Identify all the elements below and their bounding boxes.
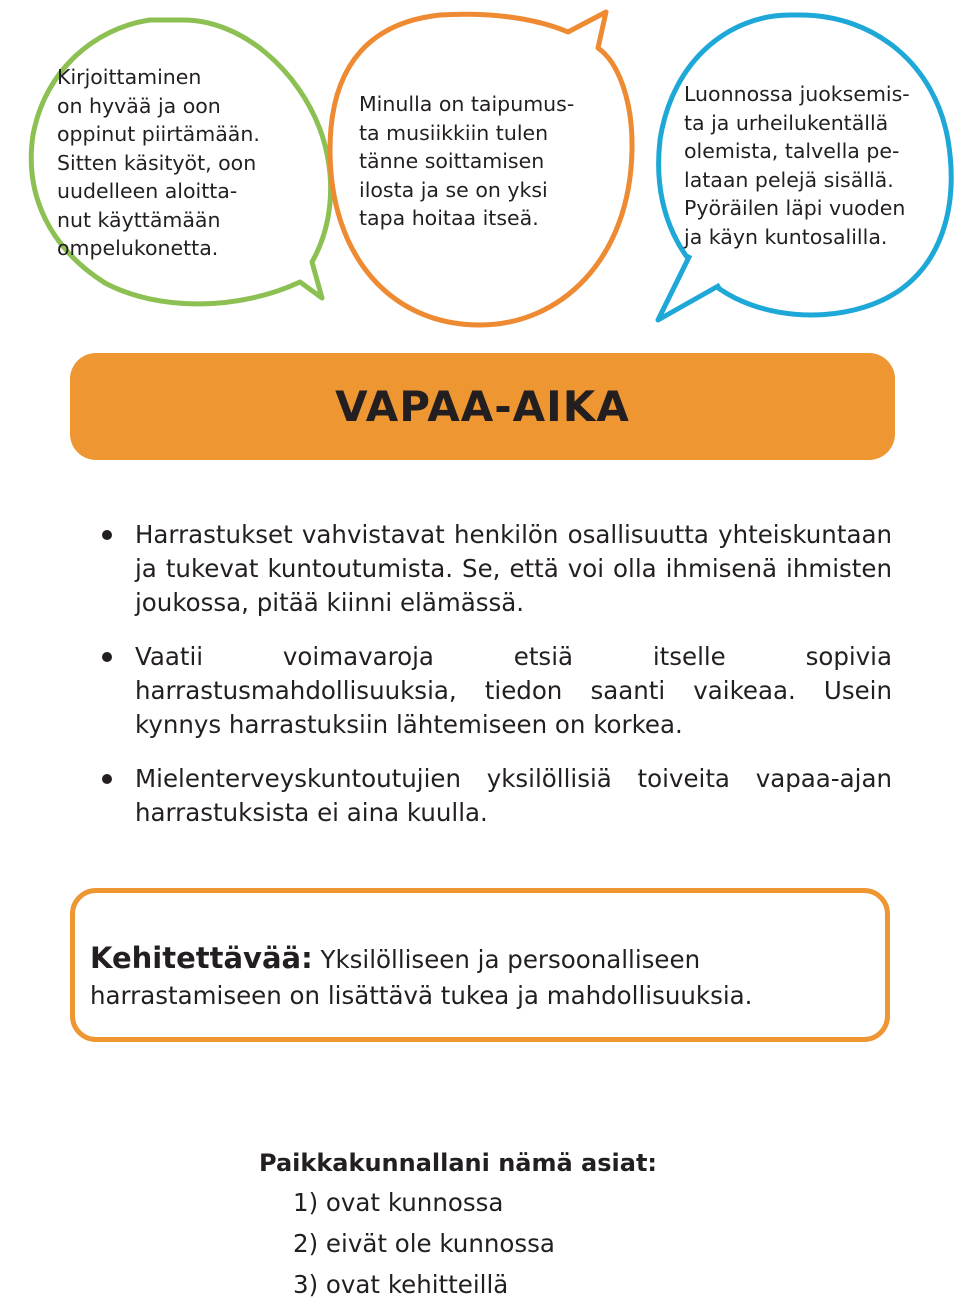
local-item: 2) eivät ole kunnossa bbox=[293, 1229, 555, 1258]
local-item: 3) ovat kehitteillä bbox=[293, 1270, 509, 1299]
bullet-dot-icon bbox=[102, 774, 112, 784]
bubble-line: ta musiikkiin tulen bbox=[359, 120, 549, 145]
bubble-line: nut käyttämään bbox=[57, 207, 221, 232]
bubble-line: Pyöräilen läpi vuoden bbox=[684, 196, 906, 220]
local-heading: Paikkakunnallani nämä asiat: bbox=[259, 1149, 658, 1177]
bullet-text: Mielenterveyskuntoutujien yksilöllisiä toiveita vapaa-ajan harrastuksista ei aina kuulla. bbox=[135, 764, 892, 827]
bubble-line: ta ja urheilukentällä bbox=[684, 110, 889, 135]
bubble-line: olemista, talvella pe- bbox=[684, 139, 900, 163]
bullet-item bbox=[102, 640, 892, 742]
bubble-line: tänne soittamisen bbox=[359, 149, 545, 173]
bubble-line: ja käyn kuntosalilla. bbox=[684, 224, 888, 249]
bubble-line: lataan pelejä sisällä. bbox=[684, 167, 894, 192]
bullet-text: Vaatii voimavaroja etsiä itselle sopivia harrastusmahdollisuuksia, tiedon saanti vaikeaa. Usein kynnys harrastuksiin lähtemiseen on korkea. bbox=[135, 642, 892, 739]
bubble-line: Kirjoittaminen bbox=[57, 65, 202, 89]
bubble-line: Sitten käsityöt, oon bbox=[57, 150, 257, 175]
bubble-line: tapa hoitaa itseä. bbox=[359, 206, 539, 230]
speech-bubble-blue-tail bbox=[658, 255, 720, 320]
development-text bbox=[90, 940, 850, 1014]
local-items bbox=[259, 1182, 657, 1305]
bullet-list bbox=[102, 518, 892, 850]
bubble-line: oppinut piirtämään. bbox=[57, 122, 260, 146]
bubble-text-blue bbox=[684, 80, 910, 251]
bubble-line: Minulla on taipumus- bbox=[359, 92, 575, 116]
development-label: Kehitettävää: bbox=[90, 941, 313, 975]
section-title: VAPAA-AIKA bbox=[335, 382, 630, 431]
bubble-line: on hyvää ja oon bbox=[57, 93, 221, 118]
bubble-line: ilosta ja se on yksi bbox=[359, 177, 548, 202]
local-item: 1) ovat kunnossa bbox=[293, 1188, 504, 1217]
section-banner bbox=[70, 353, 895, 460]
local-checklist bbox=[259, 1148, 657, 1305]
bullet-dot-icon bbox=[102, 530, 112, 540]
bubble-text-green bbox=[57, 63, 260, 263]
bubble-line: Luonnossa juoksemis- bbox=[684, 82, 910, 106]
bubble-line: uudelleen aloitta- bbox=[57, 179, 238, 203]
bullet-item bbox=[102, 518, 892, 620]
development-body: Yksilölliseen ja persoonalliseen harrastamiseen on lisättävä tukea ja mahdollisuuksia. bbox=[90, 945, 753, 1010]
bubble-line: ompelukonetta. bbox=[57, 236, 219, 260]
bullet-dot-icon bbox=[102, 652, 112, 662]
bullet-item bbox=[102, 762, 892, 830]
bullet-text: Harrastukset vahvistavat henkilön osallisuutta yhteiskuntaan ja tukevat kuntoutumista. Se, että voi olla ihmisenä ihmisten joukossa, pitää kiinni elämässä. bbox=[135, 520, 892, 617]
bubble-text-orange bbox=[359, 90, 574, 233]
